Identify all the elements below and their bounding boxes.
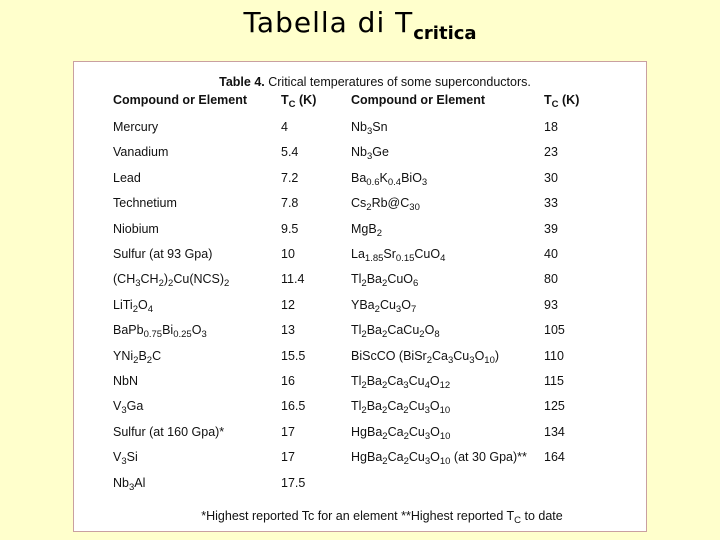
header-tc-right-unit: (K) bbox=[562, 93, 580, 107]
header-compound-left: Compound or Element bbox=[113, 93, 248, 107]
header-tc-left-subscript: C bbox=[288, 99, 296, 110]
cell-compound-left: $Nb_3Al$ bbox=[113, 475, 146, 493]
cell-compound-left: Sulfur (at 160 Gpa)* bbox=[113, 424, 225, 439]
cell-compound-right: $Cs_2Rb@C_{30}$ bbox=[351, 196, 420, 214]
cell-tc-right: 30 bbox=[544, 170, 558, 185]
cell-tc-left: 10 bbox=[281, 247, 295, 261]
cell-compound-left: $YNi_2B_2C$ bbox=[113, 348, 162, 366]
cell-tc-right: 134 bbox=[544, 424, 565, 439]
cell-compound-left: $V_3Si$ bbox=[113, 450, 138, 468]
cell-compound-left: $V_3Ga$ bbox=[113, 399, 144, 417]
cell-tc-right: 40 bbox=[544, 247, 558, 261]
cell-compound-left: Sulfur (at 93 Gpa) bbox=[113, 247, 213, 261]
cell-tc-right: 110 bbox=[544, 348, 564, 363]
table-footnote: *Highest reported Tc for an element **Highest reported $T_C$ to date bbox=[201, 509, 563, 526]
cell-compound-left: $BaPb_{0.75}Bi_{0.25}O_3$ bbox=[113, 323, 207, 341]
header-tc-right bbox=[544, 93, 579, 110]
cell-compound-left: Mercury bbox=[113, 120, 159, 134]
table-caption bbox=[74, 75, 646, 89]
cell-tc-right: 23 bbox=[544, 145, 558, 160]
cell-compound-left: $LiTi_2O_4$ bbox=[113, 297, 154, 315]
header-tc-right-subscript: C bbox=[551, 99, 559, 110]
cell-compound-right: $Ba_{0.6}K_{0.4}BiO_3$ bbox=[351, 170, 428, 188]
cell-tc-left: 4 bbox=[281, 120, 288, 134]
cell-tc-left: 13 bbox=[281, 323, 295, 338]
cell-compound-left: $(CH_3CH_2)_2Cu(NCS)_2$ bbox=[113, 272, 230, 290]
cell-compound-left: Niobium bbox=[113, 221, 159, 236]
cell-compound-left: Technetium bbox=[113, 196, 177, 211]
cell-tc-left: 17 bbox=[281, 424, 295, 439]
cell-tc-right: 105 bbox=[544, 323, 565, 338]
cell-tc-left: 5.4 bbox=[281, 145, 299, 160]
cell-compound-right: $Tl_2Ba_2CaCu_2O_8$ bbox=[351, 323, 440, 341]
cell-tc-right: 93 bbox=[544, 297, 558, 312]
cell-compound-right: $La_{1.85}Sr_{0.15}CuO_4$ bbox=[351, 247, 446, 264]
header-tc-left-symbol: T bbox=[281, 93, 289, 107]
slide-title-subscript: critica bbox=[413, 23, 477, 44]
cell-tc-left: 7.8 bbox=[281, 196, 299, 211]
cell-tc-left: 15.5 bbox=[281, 348, 306, 363]
cell-compound-left: Vanadium bbox=[113, 145, 169, 160]
slide-title-main: Tabella di T bbox=[243, 6, 414, 39]
cell-tc-left: 16.5 bbox=[281, 399, 306, 414]
cell-compound-right: $Tl_2Ba_2Ca_3Cu_4O_{12}$ bbox=[351, 374, 451, 391]
slide-title bbox=[0, 6, 720, 44]
cell-compound-right: $Nb_3Ge$ bbox=[351, 145, 389, 163]
cell-compound-right: $HgBa_2Ca_2Cu_3O_{10}$ (at 30 Gpa)** bbox=[351, 450, 527, 468]
cell-compound-left: Lead bbox=[113, 170, 141, 185]
cell-compound-right: $HgBa_2Ca_2Cu_3O_{10}$ bbox=[351, 424, 451, 442]
cell-tc-right: 125 bbox=[544, 399, 565, 414]
cell-tc-left: 17 bbox=[281, 450, 295, 465]
cell-tc-left: 16 bbox=[281, 374, 295, 388]
cell-tc-right: 115 bbox=[544, 374, 564, 388]
header-tc-left-unit: (K) bbox=[299, 93, 317, 107]
cell-compound-right: $Nb_3Sn$ bbox=[351, 120, 388, 137]
header-compound-right: Compound or Element bbox=[351, 93, 486, 107]
cell-compound-right: $Tl_2Ba_2Ca_2Cu_3O_{10}$ bbox=[351, 399, 451, 417]
cell-tc-right: 18 bbox=[544, 120, 558, 134]
cell-tc-left: 11.4 bbox=[281, 272, 305, 287]
cell-tc-right: 80 bbox=[544, 272, 558, 287]
cell-tc-left: 17.5 bbox=[281, 475, 306, 490]
cell-tc-right: 33 bbox=[544, 196, 558, 211]
cell-tc-left: 7.2 bbox=[281, 170, 299, 185]
cell-compound-right: $Tl_2Ba_2CuO_6$ bbox=[351, 272, 419, 290]
header-tc-left bbox=[281, 93, 316, 110]
cell-tc-left: 12 bbox=[281, 297, 295, 312]
table-caption-label: Table 4. bbox=[219, 75, 265, 89]
cell-compound-right: $YBa_2Cu_3O_7$ bbox=[351, 297, 417, 315]
table-caption-text: Critical temperatures of some superconductors. bbox=[268, 75, 531, 89]
cell-tc-right: 164 bbox=[544, 450, 565, 465]
cell-tc-right: 39 bbox=[544, 221, 558, 236]
cell-compound-right: MgB$_2$ bbox=[351, 221, 382, 239]
cell-tc-left: 9.5 bbox=[281, 221, 299, 236]
cell-compound-left: NbN bbox=[113, 374, 139, 388]
header-tc-right-symbol: T bbox=[544, 93, 552, 107]
superconductor-table bbox=[73, 61, 647, 532]
cell-compound-right: BiScCO $(BiSr_2Ca_3Cu_3O_{10})$ bbox=[351, 348, 500, 366]
